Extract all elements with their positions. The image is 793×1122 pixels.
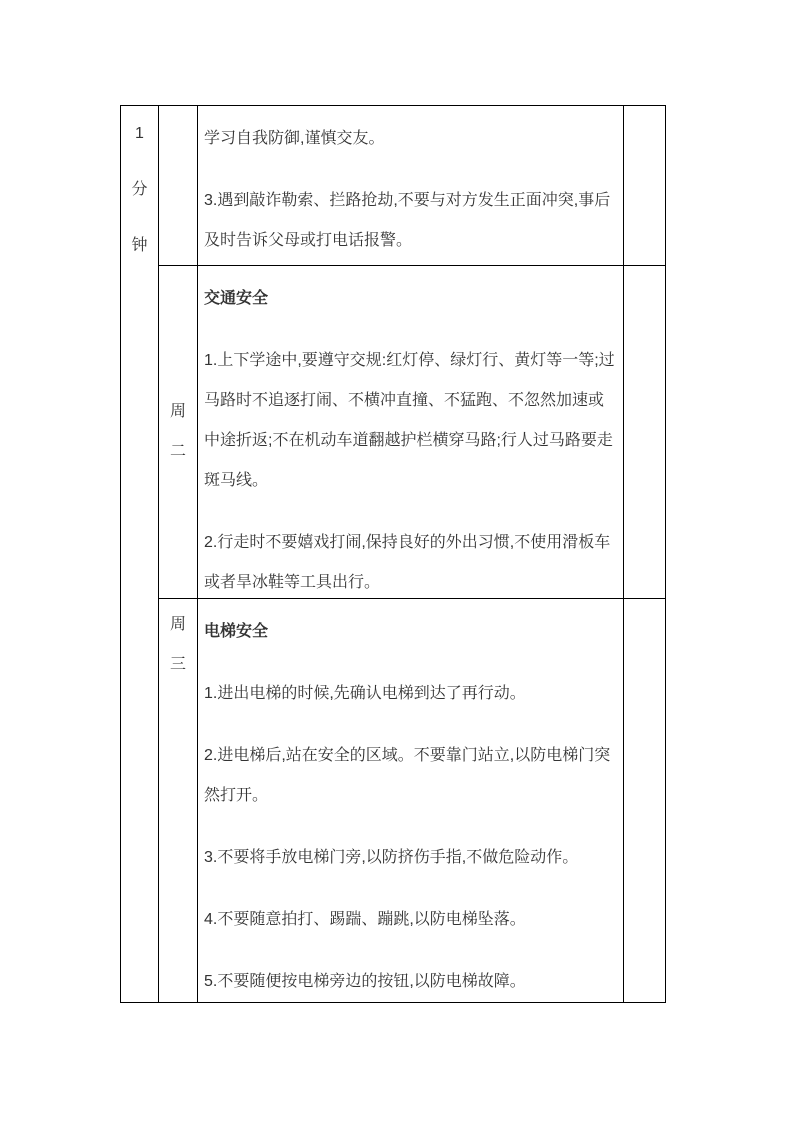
- safety-item: 3.遇到敲诈勒索、拦路抢劫,不要与对方发生正面冲突,事后及时告诉父母或打电话报警。: [204, 192, 611, 249]
- duration-char: 1: [135, 125, 144, 142]
- safety-item: 2.进电梯后,站在安全的区域。不要靠门站立,以防电梯门突然打开。: [204, 747, 611, 804]
- safety-item: 2.行走时不要嬉戏打闹,保持良好的外出习惯,不使用滑板车或者旱冰鞋等工具出行。: [204, 534, 611, 591]
- day-cell-wednesday: [159, 599, 198, 1003]
- content-cell-traffic-safety: [198, 266, 624, 599]
- notes-cell: [624, 106, 666, 266]
- safety-item: 1.进出电梯的时候,先确认电梯到达了再行动。: [204, 685, 526, 702]
- notes-cell: [624, 266, 666, 599]
- duration-label: [130, 106, 150, 1002]
- day-cell-empty: [159, 106, 198, 266]
- safety-item: 1.上下学途中,要遵守交规:红灯停、绿灯行、黄灯等一等;过马路时不追逐打闹、不横冲直撞、不猛跑、不忽然加速或中途折返;不在机动车道翻越护栏横穿马路;行人过马路要走斑马线。: [204, 352, 615, 489]
- safety-item: 5.不要随便按电梯旁边的按钮,以防电梯故障。: [204, 973, 526, 990]
- duration-char: 分: [131, 181, 148, 198]
- notes-cell: [624, 599, 666, 1003]
- safety-item: 4.不要随意拍打、踢踹、蹦跳,以防电梯坠落。: [204, 911, 526, 928]
- day-label: 周三: [169, 616, 186, 673]
- content-cell-personal-safety: [198, 106, 624, 266]
- section-heading: 电梯安全: [204, 623, 269, 640]
- duration-cell: [121, 106, 159, 1003]
- section-heading: 交通安全: [204, 290, 269, 307]
- safety-item: 学习自我防御,谨慎交友。: [204, 130, 385, 147]
- safety-item: 3.不要将手放电梯门旁,以防挤伤手指,不做危险动作。: [204, 849, 579, 866]
- day-label: 周二: [169, 403, 186, 460]
- day-cell-tuesday: [159, 266, 198, 599]
- duration-char: 钟: [131, 237, 148, 254]
- safety-schedule-table: [120, 105, 666, 1003]
- content-cell-elevator-safety: [198, 599, 624, 1003]
